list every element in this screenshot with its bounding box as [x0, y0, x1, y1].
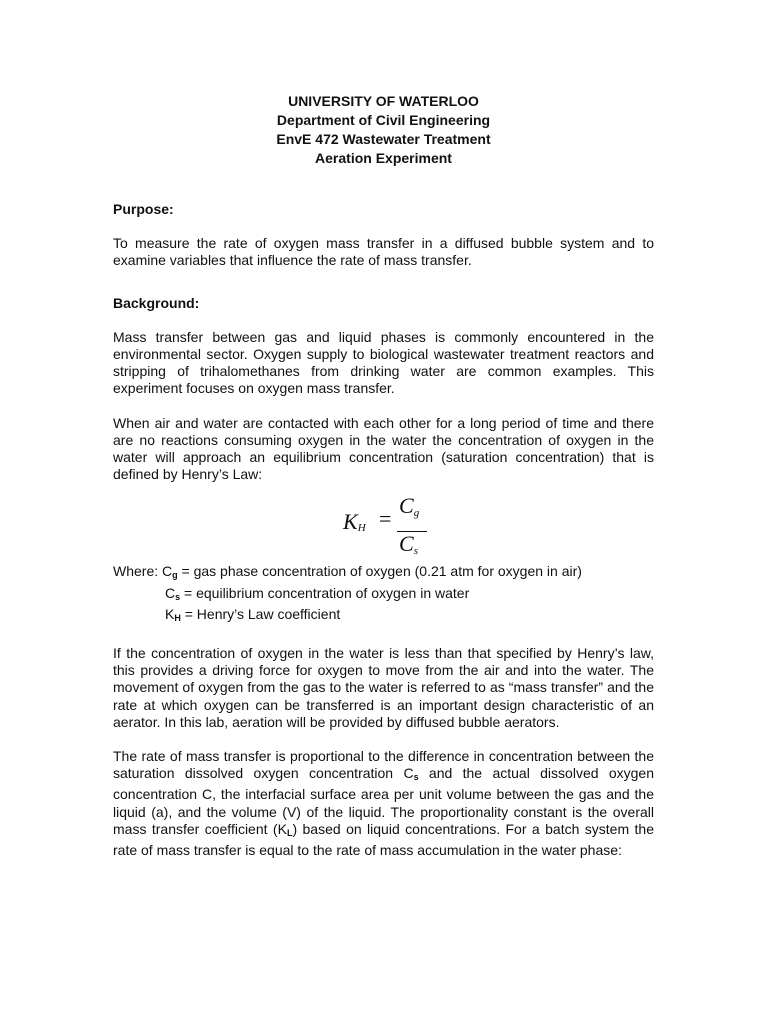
document-header	[113, 92, 654, 168]
equation-denominator: $C_s$	[399, 531, 418, 558]
equation-lhs: $K_H$	[343, 509, 366, 535]
definition-cs: $C_s$ = equilibrium concentration of oxygen in water	[165, 584, 470, 602]
background-heading: Background:	[113, 294, 200, 311]
henrys-law-equation	[113, 495, 654, 563]
mass-transfer-rate-paragraph: The rate of mass transfer is proportional to the difference in concentration between the saturation dissolved oxygen concentration $C_s$ and the actual dissolved oxygen concentration C, the interfacial surface area per unit volume between the gas and the liquid (a), and the volume (V) of the liquid. The proportionality constant is the overall mass transfer coefficient $(K_L)$ based on liquid concentrations. For a batch system the rate of mass transfer is equal to the rate of mass accumulation in the water phase:	[113, 748, 655, 859]
purpose-heading: Purpose:	[113, 201, 174, 217]
definition-kh: $K_H$ = Henry’s Law coefficient	[165, 605, 341, 623]
background-paragraph-1: Mass transfer between gas and liquid phases is commonly encountered in the environmental sector. Oxygen supply to biological wastewater treatment reactors and stripping of trihalomethanes from drinking water are common examples. This experiment focuses on oxygen mass transfer.	[113, 328, 654, 397]
variable-definitions	[113, 563, 654, 627]
department-name: Department of Civil Engineering	[276, 112, 491, 128]
equation-numerator: $C_g$	[399, 493, 420, 520]
document-page	[113, 92, 654, 859]
university-name: UNIVERSITY OF WATERLOO	[288, 93, 479, 109]
driving-force-paragraph: If the concentration of oxygen in the water is less than that specified by Henry’s law, this provides a driving force for oxygen to move from the air and into the water. The movement of oxygen from the gas to the water is referred to as “mass transfer” and the rate at which oxygen can be transferred is an important design characteristic of an aerator. In this lab, aeration will be provided by diffused bubble aerators.	[113, 645, 654, 730]
experiment-title: Aeration Experiment	[315, 150, 452, 166]
definition-cg: Where: $C_g$ = gas phase concentration of oxygen (0.21 atm for oxygen in air)	[113, 563, 582, 581]
equals-sign: =	[379, 506, 392, 532]
background-paragraph-2: When air and water are contacted with each other for a long period of time and there are no reactions consuming oxygen in the water the concentration of oxygen in the water will approach an equilibrium concentration (saturation concentration) that is defined by Henry’s Law:	[113, 414, 654, 483]
purpose-text: To measure the rate of oxygen mass transfer in a diffused bubble system and to examine variables that influence the rate of mass transfer.	[113, 235, 654, 269]
course-title: EnvE 472 Wastewater Treatment	[276, 131, 491, 147]
